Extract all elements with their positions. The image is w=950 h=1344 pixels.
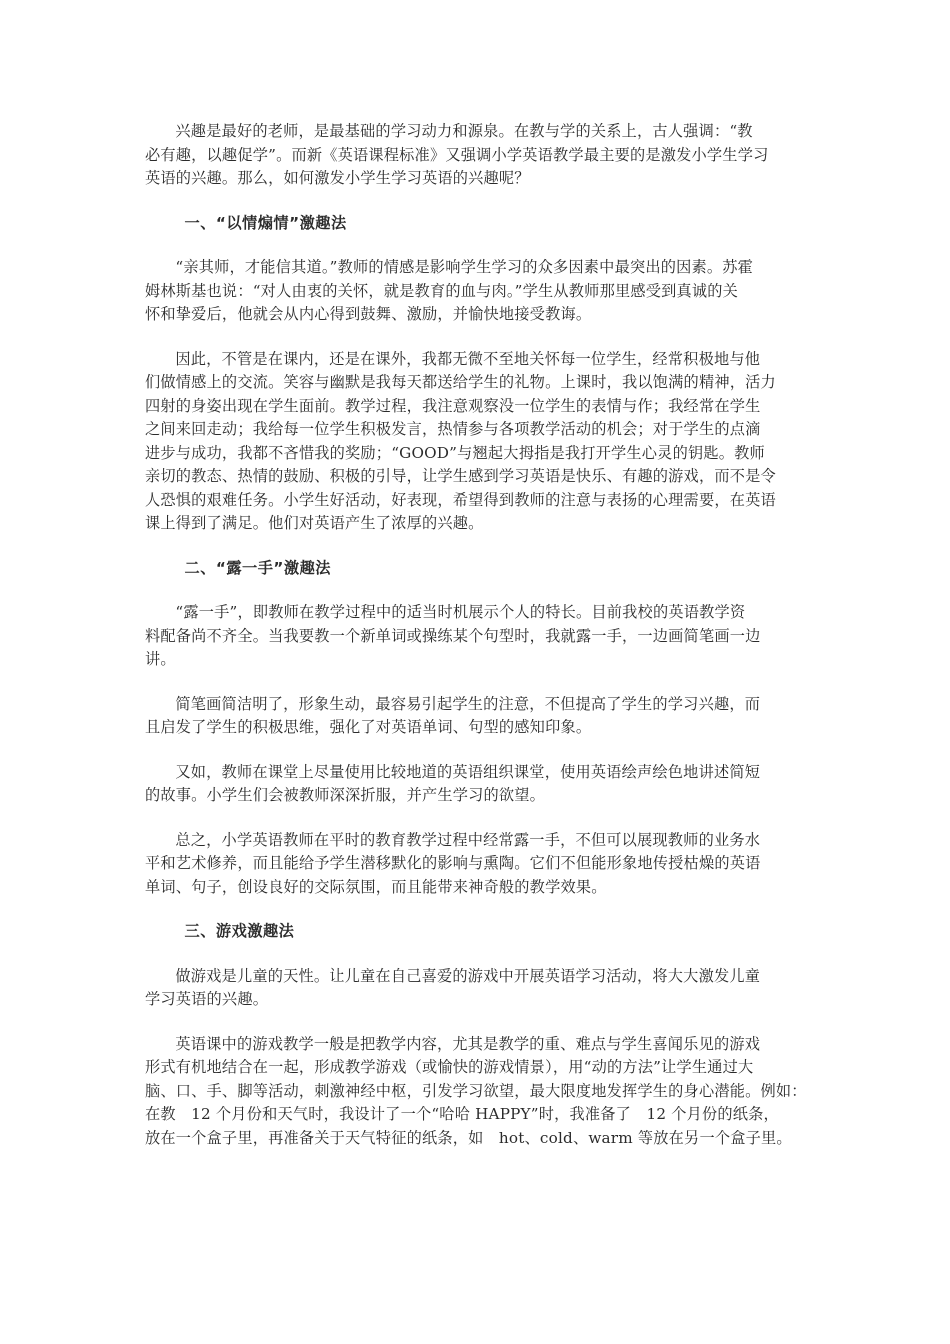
paragraph-line: 放在一个盒子里，再准备关于天气特征的纸条，如 hot、cold、warm 等放在另一个盒子里。 (145, 1128, 792, 1147)
paragraph-line: 英语课中的游戏教学一般是把教学内容，尤其是教学的重、难点与学生喜闻乐见的游戏 (175, 1034, 761, 1053)
paragraph-line: 必有趣，以趣促学”。而新《英语课程标准》又强调小学英语教学最主要的是激发小学生学习 (145, 145, 769, 164)
paragraph-line: 人恐惧的艰难任务。小学生好活动，好表现，希望得到教师的注意与表扬的心理需要，在英语 (145, 490, 776, 509)
paragraph-line: 怀和挚爱后，他就会从内心得到鼓舞、激励，并愉快地接受教诲。 (145, 305, 592, 323)
paragraph-line: “亲其师，才能信其道。”教师的情感是影响学生学习的众多因素中最突出的因素。苏霍 (175, 258, 754, 276)
paragraph-line: 学习英语的兴趣。 (145, 990, 269, 1008)
paragraph-line: 进步与成功，我都不吝惜我的奖励；“GOOD”与翘起大拇指是我打开学生心灵的钥匙。教师 (145, 443, 765, 462)
paragraph-line: 又如，教师在课堂上尽量使用比较地道的英语组织课堂，使用英语绘声绘色地讲述简短 (175, 762, 761, 781)
paragraph-line: 料配备尚不齐全。当我要教一个新单词或操练某个句型时，我就露一手，一边画简笔画一边 (145, 626, 761, 645)
section-heading: 一、“以情煽情”激趣法 (184, 213, 347, 232)
paragraph-line: 之间来回走动；我给每一位学生积极发言，热情参与各项教学活动的机会；对于学生的点滴 (145, 420, 761, 438)
paragraph (145, 761, 813, 808)
paragraph-line: 讲。 (145, 650, 176, 668)
paragraph-line: 英语的兴趣。那么，如何激发小学生学习英语的兴趣呢？ (145, 169, 530, 187)
paragraph-line: 姆林斯基也说：“对人由衷的关怀，就是教育的血与肉。”学生从教师那里感受到真诚的关 (145, 281, 739, 300)
paragraph-line: 亲切的教态、热情的鼓励、积极的引导，让学生感到学习英语是快乐、有趣的游戏，而不是令 (145, 467, 776, 485)
paragraph (145, 256, 813, 327)
paragraph (145, 829, 813, 900)
paragraph-line: 形式有机地结合在一起，形成教学游戏（或愉快的游戏情景），用“动的方法”让学生通过大 (145, 1058, 754, 1076)
document-body (145, 120, 813, 1171)
paragraph-line: 的故事。小学生们会被教师深深折服，并产生学习的欲望。 (145, 786, 546, 804)
paragraph (145, 965, 813, 1012)
paragraph (145, 120, 813, 191)
paragraph-line: 四射的身姿出现在学生面前。教学过程，我注意观察没一位学生的表情与作；我经常在学生 (145, 396, 761, 415)
paragraph-line: 做游戏是儿童的天性。让儿童在自己喜爱的游戏中开展英语学习活动，将大大激发儿童 (175, 966, 761, 985)
paragraph-line: 单词、句子，创设良好的交际氛围，而且能带来神奇般的教学效果。 (145, 877, 607, 896)
paragraph (145, 601, 813, 672)
paragraph-line: 平和艺术修养，而且能给予学生潜移默化的影响与熏陶。它们不但能形象地传授枯燥的英语 (145, 854, 761, 872)
paragraph-line: 课上得到了满足。他们对英语产生了浓厚的兴趣。 (145, 514, 484, 532)
section-heading: 二、“露一手”激趣法 (184, 558, 331, 577)
paragraph (145, 693, 813, 740)
paragraph-line: 在教 12 个月份和天气时，我设计了一个“哈哈 HAPPY”时，我准备了 12 个月份的纸条， (145, 1105, 779, 1123)
paragraph-line: 总之，小学英语教师在平时的教育教学过程中经常露一手，不但可以展现教师的业务水 (175, 830, 761, 849)
paragraph (145, 348, 813, 536)
paragraph-line: 简笔画简洁明了，形象生动，最容易引起学生的注意，不但提高了学生的学习兴趣，而 (175, 694, 761, 713)
paragraph-line: 兴趣是最好的老师，是最基础的学习动力和源泉。在教与学的关系上，古人强调：“教 (175, 122, 753, 140)
paragraph-line: “露一手”，即教师在教学过程中的适当时机展示个人的特长。目前我校的英语教学资 (175, 603, 746, 621)
paragraph-line: 脑、口、手、脚等活动，刺激神经中枢，引发学习欲望，最大限度地发挥学生的身心潜能。例如： (145, 1081, 807, 1100)
paragraph-line: 因此，不管是在课内，还是在课外，我都无微不至地关怀每一位学生，经常积极地与他 (175, 349, 761, 368)
section-heading: 三、游戏激趣法 (184, 922, 295, 940)
paragraph-line: 们做情感上的交流。笑容与幽默是我每天都送给学生的礼物。上课时，我以饱满的精神，活力 (145, 373, 776, 391)
paragraph (145, 1033, 813, 1151)
paragraph-line: 且启发了学生的积极思维，强化了对英语单词、句型的感知印象。 (145, 718, 592, 736)
